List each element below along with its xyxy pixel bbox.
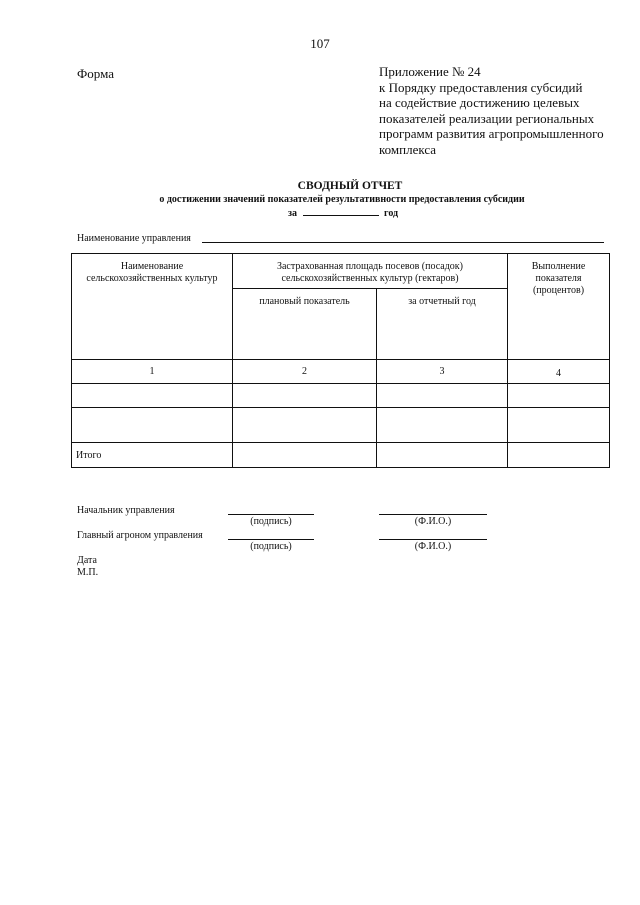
period-year-blank: [303, 205, 379, 216]
appendix-line: комплекса: [379, 141, 437, 157]
page-number: 107: [310, 36, 330, 51]
management-blank-line: [202, 242, 604, 243]
table-cell[interactable]: [377, 443, 508, 468]
col-header-crops: Наименование сельскохозяйственных культур: [72, 254, 233, 360]
name-caption: (Ф.И.О.): [414, 541, 452, 552]
col-number: 1: [72, 360, 233, 384]
head-signature-line[interactable]: [228, 514, 314, 515]
agronomist-name-line[interactable]: [379, 539, 487, 540]
signature-caption: (подпись): [250, 541, 292, 552]
report-title: СВОДНЫЙ ОТЧЕТ: [297, 180, 403, 192]
appendix-line: к Порядку предоставления субсидий: [379, 79, 583, 95]
appendix-line: показателей реализации региональных: [379, 110, 595, 126]
table-total-row: [72, 443, 610, 468]
table-number-row: [72, 360, 610, 384]
table-cell[interactable]: [233, 408, 377, 443]
report-table: [71, 253, 610, 468]
signature-caption: (подпись): [250, 516, 292, 527]
head-name-line[interactable]: [379, 514, 487, 515]
col-number: 3: [377, 360, 508, 384]
table-cell[interactable]: [377, 384, 508, 408]
appendix-line: Приложение № 24: [379, 64, 481, 79]
appendix-line: программ развития агропромышленного: [379, 126, 604, 141]
agronomist-signature-line[interactable]: [228, 539, 314, 540]
name-caption: (Ф.И.О.): [414, 516, 452, 527]
date-label: Дата: [77, 555, 97, 566]
table-cell[interactable]: [508, 384, 610, 408]
table-cell[interactable]: [72, 384, 233, 408]
table-cell[interactable]: [233, 384, 377, 408]
col-number: 4: [508, 360, 610, 384]
col-header-completion: Выполнение показателя (процентов): [508, 254, 610, 360]
period-prefix: за: [288, 208, 298, 219]
table-cell[interactable]: [377, 408, 508, 443]
agronomist-label: Главный агроном управления: [77, 530, 203, 541]
table-header-row: [72, 254, 610, 289]
head-label: Начальник управления: [77, 505, 175, 516]
col-number: 2: [233, 360, 377, 384]
table-cell[interactable]: [233, 443, 377, 468]
seal-label: М.П.: [77, 567, 99, 578]
appendix-line: на содействие достижению целевых: [379, 95, 580, 110]
col-header-insured-area: Застрахованная площадь посевов (посадок) сельскохозяйственных культур (гектаров): [233, 254, 508, 289]
table-row: [72, 408, 610, 443]
appendix-block: [379, 64, 629, 157]
report-period: [288, 205, 398, 219]
table-cell[interactable]: [508, 408, 610, 443]
table-cell[interactable]: [508, 443, 610, 468]
table-cell[interactable]: [72, 408, 233, 443]
col-header-reporting-year: за отчетный год: [377, 289, 508, 360]
form-label: Форма: [77, 66, 114, 81]
period-suffix: год: [384, 208, 399, 219]
report-subtitle: о достижении значений показателей результативности предоставления субсидии: [159, 194, 525, 205]
table-row: [72, 384, 610, 408]
total-label: Итого: [72, 443, 233, 468]
management-label: Наименование управления: [77, 233, 191, 244]
col-header-planned: плановый показатель: [233, 289, 377, 360]
